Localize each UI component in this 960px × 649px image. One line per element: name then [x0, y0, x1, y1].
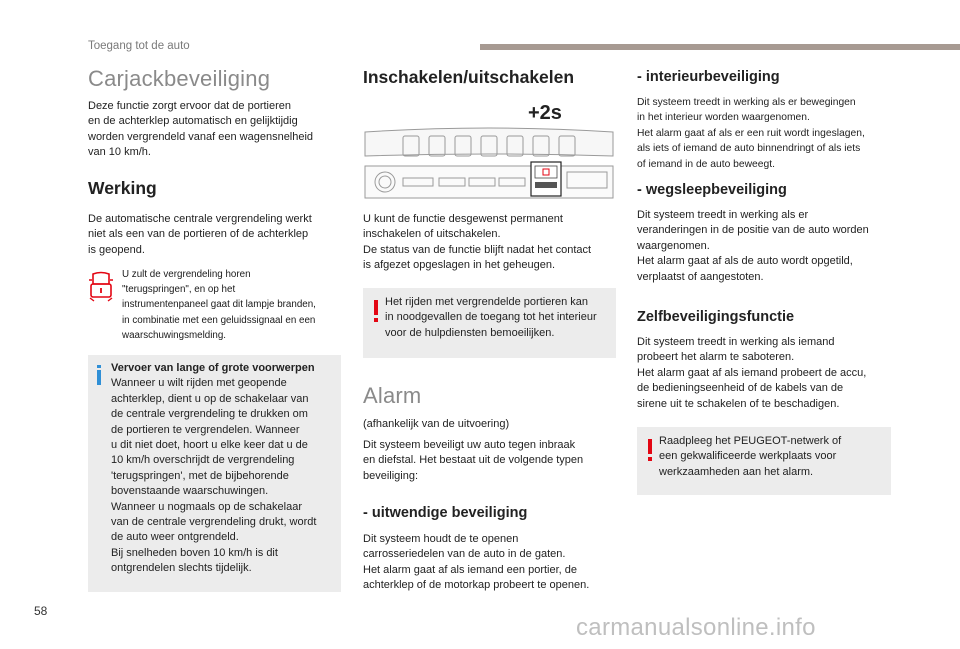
title-inschakelen: Inschakelen/uitschakelen: [363, 67, 575, 87]
title-werking: Werking: [88, 178, 157, 198]
warning-box-peugeot: Raadpleeg het PEUGEOT-netwerk of een gekwalificeerde werkplaats voor werkzaamheden aan het alarm.: [637, 427, 891, 495]
alarm-note: (afhankelijk van de uitvoering): [363, 418, 510, 430]
info-icon: [96, 365, 102, 385]
info-box-title: Vervoer van lange of grote voorwerpen: [111, 362, 315, 374]
title-tow: - wegsleepbeveiliging: [637, 182, 787, 198]
info-box-transport: Vervoer van lange of grote voorwerpen Wanneer u wilt rijden met geopende achterklep, dient u op de schakelaar van de centrale vergrendeling te drukken om de portieren te vergrendelen. Wanneer u dit niet doet, hoort u elke keer dat u de 10 km/h overschrijdt de vergrendeling 'terugspringen', met de bijbehorende bovenstaande waarschuwingen. Wanneer u nogmaals op de schakelaar van de centrale vergrendeling drukt, wordt de auto weer ontgrendeld. Bij snelheden boven 10 km/h is dit ontgrendelen slechts tijdelijk.: [88, 355, 341, 592]
warning-icon: [373, 300, 379, 322]
werking-text: De automatische centrale vergrendeling werkt niet als een van de portieren of de achterklep is geopend.: [88, 213, 312, 256]
header-bar: [480, 44, 960, 50]
self-protection-text: Dit systeem treedt in werking als iemand probeert het alarm te saboteren. Het alarm gaat af als iemand probeert de accu, de bedieningseenheid of de kabels van de sirene uit te schakelen of te beschadigen.: [637, 336, 867, 410]
warning-icon: [647, 439, 653, 461]
door-lock-warning-icon: [88, 270, 114, 304]
icon-note: U zult de vergrendeling horen "terugspringen", en op het instrumentenpaneel gaat dit lampje branden, in combinatie met een geluidssignaal en een waarschuwingsmelding.: [122, 269, 316, 341]
title-exterior: - uitwendige beveiliging: [363, 505, 528, 521]
switch-panel-figure: [363, 100, 616, 210]
section-header: Toegang tot de auto: [88, 40, 190, 52]
carjack-intro: Deze functie zorgt ervoor dat de portieren en de achterklep automatisch en gelijktijdig worden vergrendeld vanaf een wagensnelheid van 10 km/h.: [88, 100, 314, 159]
exterior-text: Dit systeem houdt de te openen carrosseriedelen van de auto in de gaten. Het alarm gaat af als iemand een portier, de achterklep of de motorkap probeert te openen.: [363, 533, 590, 592]
title-interior: - interieurbeveiliging: [637, 69, 780, 85]
watermark: carmanualsonline.info: [576, 614, 816, 641]
hold-duration-label: +2s: [528, 102, 562, 124]
inschakelen-text: U kunt de functie desgewenst permanent inschakelen of uitschakelen. De status van de functie blijft nadat het contact is afgezet opgeslagen in het geheugen.: [363, 213, 592, 272]
warning-box-emergency: Het rijden met vergrendelde portieren kan in noodgevallen de toegang tot het interieur voor de hulpdiensten bemoeilijken.: [363, 288, 616, 358]
interior-text: Dit systeem treedt in werking als er bewegingen in het interieur worden waargenomen. Het alarm gaat af als er een ruit wordt ingeslagen, als iets of iemand de auto binnendringt of als iets of iemand in de auto beweegt.: [637, 97, 865, 170]
title-alarm: Alarm: [363, 383, 422, 408]
switch-panel-drawing: [363, 126, 616, 210]
tow-text: Dit systeem treedt in werking als er veranderingen in de positie van de auto worden waargenomen. Het alarm gaat af als de auto wordt opgetild, verplaatst of aangestoten.: [637, 209, 869, 283]
title-carjack: Carjackbeveiliging: [88, 66, 271, 91]
title-self-protection: Zelfbeveiligingsfunctie: [637, 309, 795, 325]
page-number: 58: [34, 604, 48, 618]
alarm-text: Dit systeem beveiligt uw auto tegen inbraak en diefstal. Het bestaat uit de volgende typen beveiliging:: [363, 439, 584, 482]
